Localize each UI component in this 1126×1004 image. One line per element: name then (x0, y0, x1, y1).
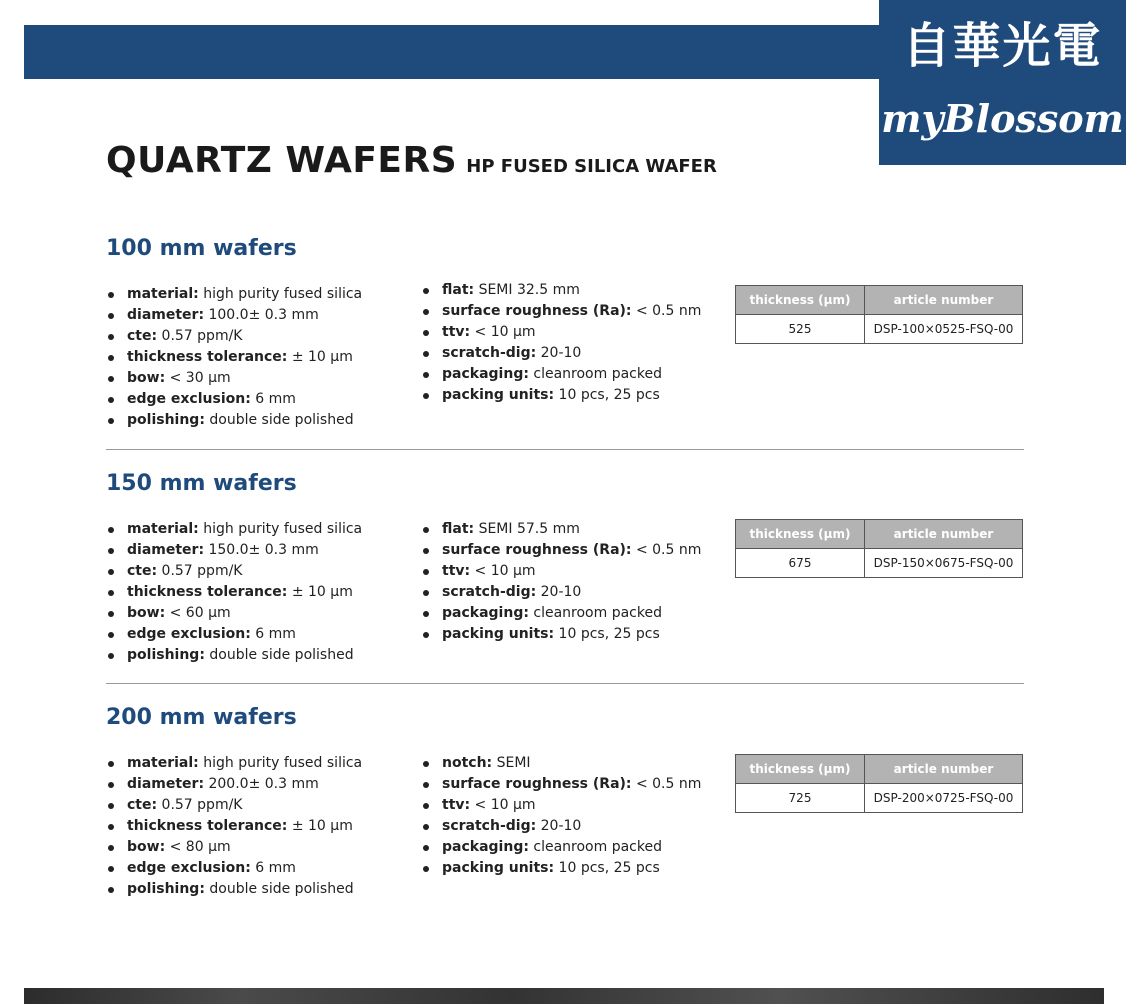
list-item (106, 582, 362, 603)
page-title (106, 140, 717, 181)
header-article: article number (865, 520, 1023, 549)
spec-value: cleanroom packed (528, 366, 662, 382)
spec-key: flat: (442, 282, 475, 298)
spec-key: ttv: (442, 563, 471, 579)
list-item (106, 645, 362, 666)
spec-key: diameter: (127, 776, 205, 792)
spec-value: ± 10 µm (287, 349, 353, 365)
list-item (421, 519, 701, 540)
section-divider (106, 683, 1024, 684)
spec-key: bow: (127, 370, 166, 386)
spec-value: < 80 µm (165, 839, 231, 855)
spec-list-left (106, 753, 362, 900)
section-200mm (106, 705, 1024, 905)
spec-value: ± 10 µm (287, 818, 353, 834)
spec-value: < 0.5 nm (631, 542, 702, 558)
spec-value: < 10 µm (470, 324, 536, 340)
spec-value: SEMI 57.5 mm (474, 521, 580, 537)
spec-list-right (421, 519, 701, 645)
spec-value: < 10 µm (470, 563, 536, 579)
spec-key: packaging: (442, 839, 529, 855)
header-thickness: thickness (µm) (736, 520, 865, 549)
spec-value: double side polished (204, 881, 354, 897)
header-thickness: thickness (µm) (736, 286, 865, 315)
spec-value: 10 pcs, 25 pcs (554, 387, 660, 403)
spec-key: diameter: (127, 542, 205, 558)
spec-value: < 0.5 nm (631, 776, 702, 792)
cell-article: DSP-150×0675-FSQ-00 (865, 549, 1023, 578)
spec-key: cte: (127, 328, 158, 344)
spec-value: < 10 µm (470, 797, 536, 813)
spec-key: surface roughness (Ra): (442, 542, 632, 558)
spec-key: polishing: (127, 881, 205, 897)
spec-value: double side polished (204, 647, 354, 663)
cell-article: DSP-200×0725-FSQ-00 (865, 784, 1023, 813)
spec-key: packing units: (442, 387, 555, 403)
page-title-sub: HP FUSED SILICA WAFER (466, 156, 717, 177)
list-item (106, 603, 362, 624)
spec-value: 150.0± 0.3 mm (204, 542, 319, 558)
spec-list-left (106, 519, 362, 666)
list-item (106, 519, 362, 540)
spec-key: surface roughness (Ra): (442, 303, 632, 319)
spec-key: ttv: (442, 797, 471, 813)
spec-key: edge exclusion: (127, 860, 251, 876)
spec-value: 0.57 ppm/K (157, 563, 243, 579)
list-item (421, 774, 701, 795)
spec-value: 20-10 (536, 584, 582, 600)
spec-value: 20-10 (536, 818, 582, 834)
spec-value: 6 mm (250, 626, 296, 642)
spec-value: 10 pcs, 25 pcs (554, 860, 660, 876)
article-table (735, 754, 1023, 813)
spec-key: diameter: (127, 307, 205, 323)
spec-value: cleanroom packed (528, 839, 662, 855)
brand-logo (879, 0, 1126, 165)
spec-value: 100.0± 0.3 mm (204, 307, 319, 323)
list-item (421, 561, 701, 582)
table-row (736, 549, 1023, 578)
list-item (106, 368, 362, 389)
spec-key: cte: (127, 563, 158, 579)
spec-list-right (421, 280, 701, 406)
spec-key: packaging: (442, 605, 529, 621)
header-bar (24, 25, 880, 79)
header-article: article number (865, 755, 1023, 784)
spec-value: 20-10 (536, 345, 582, 361)
spec-key: cte: (127, 797, 158, 813)
spec-value: double side polished (204, 412, 354, 428)
header-thickness: thickness (µm) (736, 755, 865, 784)
spec-value: 0.57 ppm/K (157, 328, 243, 344)
list-item (106, 774, 362, 795)
table-row (736, 315, 1023, 344)
header-article: article number (865, 286, 1023, 315)
section-heading: 100 mm wafers (106, 236, 297, 261)
spec-value: 6 mm (250, 860, 296, 876)
list-item (106, 858, 362, 879)
spec-value: 10 pcs, 25 pcs (554, 626, 660, 642)
list-item (106, 347, 362, 368)
article-table (735, 519, 1023, 578)
list-item (421, 624, 701, 645)
spec-key: thickness tolerance: (127, 584, 288, 600)
list-item (421, 582, 701, 603)
list-item (106, 389, 362, 410)
spec-value: high purity fused silica (198, 755, 363, 771)
cell-article: DSP-100×0525-FSQ-00 (865, 315, 1023, 344)
cell-thickness: 525 (736, 315, 865, 344)
list-item (421, 753, 701, 774)
article-table (735, 285, 1023, 344)
brand-name-english: myBlossom (881, 96, 1124, 141)
spec-key: material: (127, 521, 199, 537)
list-item (421, 816, 701, 837)
table-row (736, 784, 1023, 813)
spec-key: packing units: (442, 626, 555, 642)
spec-value: 200.0± 0.3 mm (204, 776, 319, 792)
spec-value: 0.57 ppm/K (157, 797, 243, 813)
list-item (421, 364, 701, 385)
list-item (421, 837, 701, 858)
page-title-main: QUARTZ WAFERS (106, 140, 458, 181)
brand-name-chinese: 自華光電 (902, 18, 1103, 74)
table-header-row (736, 286, 1023, 315)
list-item (106, 879, 362, 900)
list-item (421, 795, 701, 816)
table-header-row (736, 755, 1023, 784)
spec-key: polishing: (127, 647, 205, 663)
list-item (106, 837, 362, 858)
list-item (106, 326, 362, 347)
spec-key: scratch-dig: (442, 818, 537, 834)
spec-key: edge exclusion: (127, 391, 251, 407)
spec-key: flat: (442, 521, 475, 537)
list-item (106, 753, 362, 774)
spec-list-right (421, 753, 701, 879)
section-150mm (106, 471, 1024, 671)
cell-thickness: 675 (736, 549, 865, 578)
spec-key: edge exclusion: (127, 626, 251, 642)
spec-value: 6 mm (250, 391, 296, 407)
spec-key: bow: (127, 605, 166, 621)
list-item (106, 305, 362, 326)
spec-key: surface roughness (Ra): (442, 776, 632, 792)
spec-key: thickness tolerance: (127, 818, 288, 834)
list-item (421, 280, 701, 301)
section-heading: 150 mm wafers (106, 471, 297, 496)
list-item (106, 410, 362, 431)
list-item (106, 540, 362, 561)
spec-key: packing units: (442, 860, 555, 876)
cell-thickness: 725 (736, 784, 865, 813)
list-item (421, 858, 701, 879)
list-item (106, 795, 362, 816)
spec-key: scratch-dig: (442, 345, 537, 361)
list-item (421, 540, 701, 561)
section-divider (106, 449, 1024, 450)
spec-value: cleanroom packed (528, 605, 662, 621)
spec-key: bow: (127, 839, 166, 855)
spec-key: material: (127, 755, 199, 771)
spec-value: SEMI (492, 755, 531, 771)
spec-list-left (106, 284, 362, 431)
spec-key: ttv: (442, 324, 471, 340)
spec-value: < 30 µm (165, 370, 231, 386)
list-item (421, 322, 701, 343)
list-item (421, 301, 701, 322)
list-item (106, 561, 362, 582)
list-item (421, 343, 701, 364)
spec-key: scratch-dig: (442, 584, 537, 600)
section-100mm (106, 236, 1024, 436)
spec-value: < 0.5 nm (631, 303, 702, 319)
section-heading: 200 mm wafers (106, 705, 297, 730)
spec-key: thickness tolerance: (127, 349, 288, 365)
list-item (421, 385, 701, 406)
list-item (106, 816, 362, 837)
spec-key: material: (127, 286, 199, 302)
spec-key: polishing: (127, 412, 205, 428)
spec-value: high purity fused silica (198, 286, 363, 302)
spec-key: notch: (442, 755, 493, 771)
spec-key: packaging: (442, 366, 529, 382)
spec-value: ± 10 µm (287, 584, 353, 600)
list-item (421, 603, 701, 624)
list-item (106, 624, 362, 645)
list-item (106, 284, 362, 305)
table-header-row (736, 520, 1023, 549)
spec-value: SEMI 32.5 mm (474, 282, 580, 298)
footer-image-band (24, 988, 1104, 1004)
spec-value: < 60 µm (165, 605, 231, 621)
spec-value: high purity fused silica (198, 521, 363, 537)
